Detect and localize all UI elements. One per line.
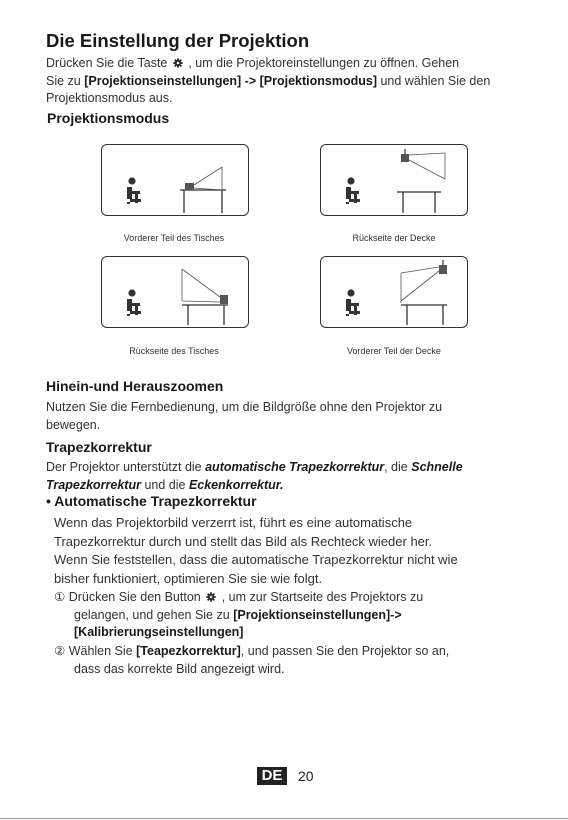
mode-diagram-rear-ceiling (320, 144, 468, 216)
step-2 (54, 643, 554, 678)
step-text: , um zur Startseite des Projektors zu (221, 590, 424, 604)
keystone-text: und die (144, 477, 186, 492)
section-heading-projection-mode: Projektionsmodus (47, 110, 170, 126)
zoom-paragraph (46, 399, 536, 434)
auto-text: Wenn Sie feststellen, dass die automatische Trapezkorrektur nicht wie (54, 552, 458, 567)
keystone-term: Trapezkorrektur (46, 477, 141, 492)
step-1 (54, 589, 554, 642)
section-heading-keystone: Trapezkorrektur (46, 439, 152, 455)
mode-caption: Vorderer Teil des Tisches (123, 233, 225, 243)
person-icon (127, 289, 141, 316)
person-icon (346, 177, 360, 204)
intro-text: Sie zu (46, 73, 81, 88)
gear-icon (173, 58, 183, 68)
step-number: ② (54, 644, 66, 658)
zoom-text: bewegen. (46, 417, 101, 432)
keystone-term: Eckenkorrektur. (188, 477, 284, 492)
keystone-term: Schnelle (411, 460, 463, 474)
language-badge: DE (257, 767, 287, 785)
person-icon (127, 177, 141, 204)
step-number: ① (54, 590, 66, 604)
step-text: Wählen Sie (68, 644, 133, 658)
intro-text: Drücken Sie die Taste (46, 56, 168, 70)
intro-text: und wählen Sie den (380, 73, 491, 88)
intro-text: , um die Projektoreinstellungen zu öffnen. Gehen (188, 56, 460, 70)
keystone-paragraph (46, 459, 546, 494)
step-text: dass das korrekte Bild angezeigt wird. (74, 661, 285, 676)
mode-caption: Vorderer Teil der Decke (347, 346, 441, 356)
mode-diagram-rear-table (101, 256, 249, 328)
page-number: 20 (298, 768, 314, 784)
mode-diagram-front-ceiling (320, 256, 468, 328)
menu-path: [Projektionseinstellungen] -> [Projektionsmodus] (84, 73, 377, 88)
keystone-text: , die (384, 460, 408, 474)
section-heading-zoom: Hinein-und Herauszoomen (46, 378, 224, 394)
menu-path: [Teapezkorrektur] (136, 644, 241, 658)
step-text: gelangen, und gehen Sie zu (74, 607, 230, 622)
auto-text: bisher funktioniert, optimieren Sie sie wie folgt. (54, 570, 323, 586)
menu-path: [Kalibrierungseinstellungen] (74, 625, 244, 639)
step-text: Drücken Sie den Button (68, 590, 201, 604)
bottom-divider (0, 818, 568, 819)
keystone-text: Der Projektor unterstützt die (46, 460, 202, 474)
mode-diagram-front-table (101, 144, 249, 216)
keystone-term: automatische Trapezkorrektur (205, 460, 385, 474)
auto-text: Trapezkorrektur durch und stellt das Bild als Rechteck wieder her. (54, 533, 433, 549)
page-title: Die Einstellung der Projektion (46, 30, 310, 51)
mode-caption: Rückseite der Decke (352, 233, 436, 243)
auto-text: Wenn das Projektorbild verzerrt ist, führt es eine automatische (54, 515, 413, 530)
mode-caption: Rückseite des Tisches (129, 346, 219, 356)
gear-icon (206, 592, 216, 602)
intro-paragraph (46, 55, 536, 108)
auto-keystone-paragraph (54, 514, 554, 588)
step-text: , und passen Sie den Projektor so an, (240, 644, 450, 658)
zoom-text: Nutzen Sie die Fernbedienung, um die Bildgröße ohne den Projektor zu (46, 400, 443, 414)
person-icon (346, 289, 360, 316)
section-heading-auto-keystone: • Automatische Trapezkorrektur (46, 493, 257, 509)
menu-path: [Projektionseinstellungen]-> (233, 607, 402, 622)
intro-text: Projektionsmodus aus. (46, 91, 173, 105)
